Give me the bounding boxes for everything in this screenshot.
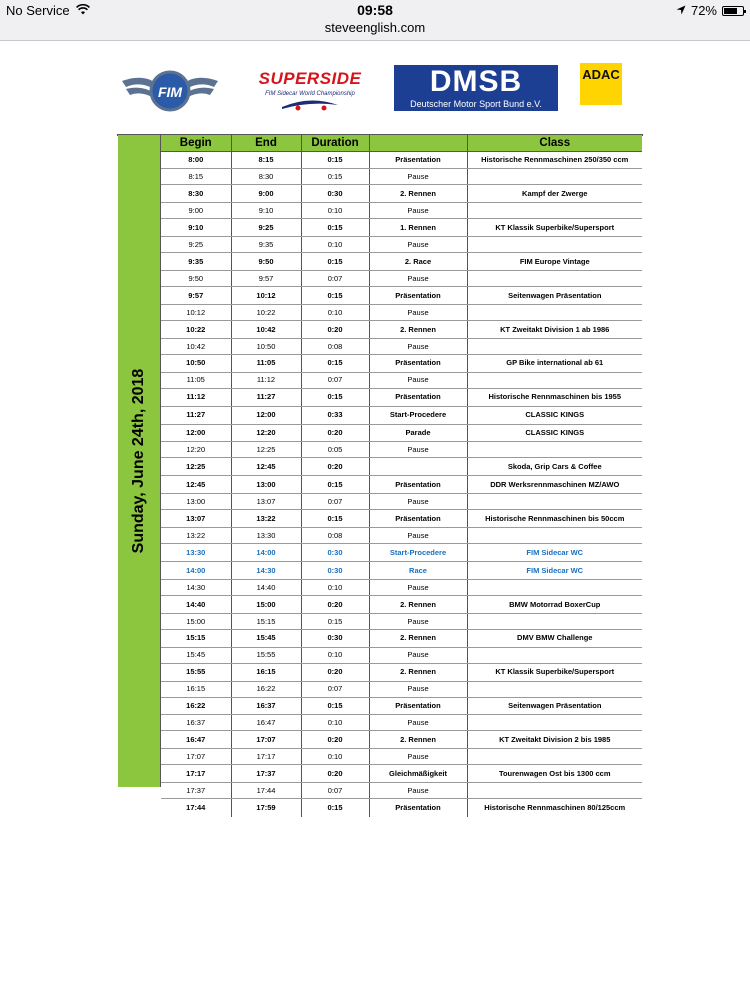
table-row [161, 203, 642, 219]
class-cell: KT Klassik Superbike/Supersport [467, 663, 642, 681]
day-label: Sunday, June 24th, 2018 [130, 368, 147, 554]
class-cell: KT Klassik Superbike/Supersport [467, 219, 642, 237]
class-cell: Historische Rennmaschinen 80/125ccm [484, 803, 626, 813]
begin-cell: 10:22 [161, 320, 231, 338]
class-cell [467, 715, 642, 731]
class-cell [467, 169, 642, 185]
begin-cell: 8:00 [161, 151, 231, 169]
begin-cell: 8:30 [161, 185, 231, 203]
duration-cell: 0:20 [301, 320, 369, 338]
begin-cell: 13:00 [161, 494, 231, 510]
begin-cell: 14:30 [161, 579, 231, 595]
schedule-table [161, 135, 642, 817]
session-cell: Pause [369, 749, 467, 765]
superside-logo-text: SUPERSIDE [258, 69, 362, 88]
table-row [161, 354, 642, 372]
dmsb-logo-subtitle: Deutscher Motor Sport Bund e.V. [410, 99, 542, 109]
duration-cell: 0:30 [301, 185, 369, 203]
table-row [161, 528, 642, 544]
end-cell: 14:00 [231, 544, 301, 562]
class-cell [467, 647, 642, 663]
end-cell: 12:45 [231, 458, 301, 476]
adac-logo: ADAC [580, 63, 622, 105]
class-cell [467, 304, 642, 320]
session-cell: 2. Rennen [369, 320, 467, 338]
table-row [161, 151, 642, 169]
table-row [161, 629, 642, 647]
table-row [161, 458, 642, 476]
schedule-table-body [161, 151, 642, 817]
end-cell: 12:00 [231, 406, 301, 424]
day-sidebar [118, 135, 161, 787]
duration-cell: 0:20 [301, 731, 369, 749]
carrier-label: No Service [6, 3, 70, 18]
table-row [161, 320, 642, 338]
end-cell: 17:44 [231, 783, 301, 799]
session-cell: Gleichmäßigkeit [369, 765, 467, 783]
table-row [161, 169, 642, 185]
end-cell: 9:25 [231, 219, 301, 237]
begin-cell: 16:15 [161, 681, 231, 697]
session-cell: Präsentation [369, 476, 467, 494]
class-cell: CLASSIC KINGS [467, 406, 642, 424]
class-cell: Seitenwagen Präsentation [467, 697, 642, 715]
class-cell [467, 783, 642, 799]
end-cell: 16:37 [231, 697, 301, 715]
end-cell: 15:15 [231, 613, 301, 629]
table-row [161, 799, 642, 817]
table-row [161, 338, 642, 354]
begin-cell: 13:22 [161, 528, 231, 544]
duration-cell: 0:15 [301, 287, 369, 305]
class-cell [467, 203, 642, 219]
begin-cell: 9:00 [161, 203, 231, 219]
session-cell: 2. Race [369, 253, 467, 271]
table-row [161, 595, 642, 613]
end-cell: 9:57 [231, 271, 301, 287]
session-cell: Pause [369, 169, 467, 185]
end-cell: 16:22 [231, 681, 301, 697]
sponsor-logos [0, 61, 750, 121]
begin-cell: 12:20 [161, 442, 231, 458]
class-cell: KT Zweitakt Division 2 bis 1985 [467, 731, 642, 749]
class-cell: GP Bike international ab 61 [467, 354, 642, 372]
end-cell: 10:42 [231, 320, 301, 338]
dmsb-logo [394, 65, 558, 111]
session-cell: 2. Rennen [369, 629, 467, 647]
duration-cell: 0:15 [301, 697, 369, 715]
table-row [161, 304, 642, 320]
column-header-duration: Duration [301, 135, 369, 151]
begin-cell: 9:50 [161, 271, 231, 287]
end-cell: 9:50 [231, 253, 301, 271]
duration-cell: 0:10 [301, 749, 369, 765]
end-cell: 15:45 [231, 629, 301, 647]
table-row [161, 442, 642, 458]
session-cell: Präsentation [369, 354, 467, 372]
session-cell: Präsentation [369, 799, 467, 817]
class-cell: CLASSIC KINGS [467, 424, 642, 442]
session-cell: Start-Procedere [369, 406, 467, 424]
begin-cell: 17:37 [161, 783, 231, 799]
table-row [161, 406, 642, 424]
begin-cell: 10:12 [161, 304, 231, 320]
session-cell: Präsentation [369, 287, 467, 305]
dmsb-logo-text: DMSB [429, 65, 523, 98]
class-cell: KT Zweitakt Division 1 ab 1986 [467, 320, 642, 338]
duration-cell: 0:08 [301, 528, 369, 544]
class-cell: Skoda, Grip Cars & Coffee [467, 458, 642, 476]
duration-cell: 0:07 [301, 681, 369, 697]
session-cell: Pause [369, 613, 467, 629]
duration-cell: 0:15 [301, 388, 369, 406]
class-cell [467, 613, 642, 629]
table-row [161, 544, 642, 562]
begin-cell: 15:15 [161, 629, 231, 647]
end-cell: 13:07 [231, 494, 301, 510]
end-cell: 11:05 [231, 354, 301, 372]
class-cell: FIM Sidecar WC [467, 562, 642, 580]
battery-percentage: 72% [690, 3, 717, 18]
superside-logo-subtitle: FIM Sidecar World Championship [265, 91, 355, 97]
table-row [161, 697, 642, 715]
begin-cell: 16:37 [161, 715, 231, 731]
class-cell: Tourenwagen Ost bis 1300 ccm [467, 765, 642, 783]
end-cell: 8:30 [231, 169, 301, 185]
end-cell: 17:07 [231, 731, 301, 749]
session-cell: Pause [369, 783, 467, 799]
duration-cell: 0:10 [301, 203, 369, 219]
session-cell: Pause [369, 681, 467, 697]
session-cell: Präsentation [369, 510, 467, 528]
table-row [161, 287, 642, 305]
class-cell [467, 442, 642, 458]
status-bar [0, 0, 750, 20]
begin-cell: 10:42 [161, 338, 231, 354]
class-cell: Kampf der Zwerge [467, 185, 642, 203]
begin-cell: 16:47 [161, 731, 231, 749]
duration-cell: 0:15 [301, 253, 369, 271]
class-cell: Historische Rennmaschinen bis 1955 [467, 388, 642, 406]
end-cell: 17:59 [231, 799, 301, 817]
duration-cell: 0:05 [301, 442, 369, 458]
end-cell: 15:55 [231, 647, 301, 663]
duration-cell: 0:07 [301, 372, 369, 388]
table-row [161, 783, 642, 799]
begin-cell: 12:45 [161, 476, 231, 494]
end-cell: 17:37 [231, 765, 301, 783]
begin-cell: 11:05 [161, 372, 231, 388]
fim-logo-text: FIM [157, 84, 183, 100]
class-cell [467, 579, 642, 595]
duration-cell: 0:20 [301, 663, 369, 681]
end-cell: 13:00 [231, 476, 301, 494]
class-cell: FIM Sidecar WC [467, 544, 642, 562]
page-content [0, 40, 750, 1000]
session-cell: 2. Rennen [369, 595, 467, 613]
class-cell: FIM Europe Vintage [467, 253, 642, 271]
end-cell: 9:00 [231, 185, 301, 203]
begin-cell: 17:07 [161, 749, 231, 765]
table-header-row [161, 135, 642, 151]
duration-cell: 0:10 [301, 647, 369, 663]
table-row [161, 271, 642, 287]
battery-icon [722, 6, 744, 16]
column-header-session [369, 135, 467, 151]
duration-cell: 0:10 [301, 715, 369, 731]
session-cell: Präsentation [369, 388, 467, 406]
class-cell [467, 494, 642, 510]
duration-cell: 0:20 [301, 595, 369, 613]
duration-cell: 0:20 [301, 424, 369, 442]
session-cell: Pause [369, 271, 467, 287]
table-row [161, 749, 642, 765]
begin-cell: 15:55 [161, 663, 231, 681]
table-row [161, 372, 642, 388]
end-cell: 11:27 [231, 388, 301, 406]
class-cell [467, 372, 642, 388]
begin-cell: 15:45 [161, 647, 231, 663]
column-header-end: End [231, 135, 301, 151]
battery-fill [724, 8, 737, 14]
end-cell: 8:15 [231, 151, 301, 169]
end-cell: 10:22 [231, 304, 301, 320]
duration-cell: 0:10 [301, 304, 369, 320]
column-header-begin: Begin [161, 135, 231, 151]
class-cell: BMW Motorrad BoxerCup [467, 595, 642, 613]
begin-cell: 17:17 [161, 765, 231, 783]
table-row [161, 562, 642, 580]
begin-cell: 9:25 [161, 237, 231, 253]
duration-cell: 0:15 [301, 151, 369, 169]
duration-cell: 0:30 [301, 629, 369, 647]
session-cell [369, 458, 467, 476]
end-cell: 10:12 [231, 287, 301, 305]
class-cell [467, 749, 642, 765]
duration-cell: 0:30 [301, 562, 369, 580]
end-cell: 16:15 [231, 663, 301, 681]
table-row [161, 185, 642, 203]
class-cell: DMV BMW Challenge [467, 629, 642, 647]
begin-cell: 8:15 [161, 169, 231, 185]
table-row [161, 388, 642, 406]
session-cell: Pause [369, 338, 467, 354]
table-row [161, 579, 642, 595]
duration-cell: 0:15 [301, 510, 369, 528]
end-cell: 17:17 [231, 749, 301, 765]
begin-cell: 9:57 [161, 287, 231, 305]
end-cell: 9:10 [231, 203, 301, 219]
session-cell: 1. Rennen [369, 219, 467, 237]
table-row [161, 253, 642, 271]
column-header-class: Class [467, 135, 642, 151]
class-cell [467, 237, 642, 253]
session-cell: Präsentation [369, 151, 467, 169]
class-cell [467, 681, 642, 697]
session-cell: Parade [369, 424, 467, 442]
begin-cell: 17:44 [161, 799, 231, 817]
duration-cell: 0:15 [301, 476, 369, 494]
begin-cell: 9:35 [161, 253, 231, 271]
duration-cell: 0:20 [301, 458, 369, 476]
session-cell: Präsentation [369, 697, 467, 715]
class-cell: DDR Werksrennmaschinen MZ/AWO [467, 476, 642, 494]
table-row [161, 237, 642, 253]
table-row [161, 510, 642, 528]
table-row [161, 219, 642, 237]
begin-cell: 15:00 [161, 613, 231, 629]
url-bar[interactable]: steveenglish.com [324, 20, 426, 35]
end-cell: 9:35 [231, 237, 301, 253]
begin-cell: 12:25 [161, 458, 231, 476]
race-schedule [117, 134, 643, 813]
end-cell: 16:47 [231, 715, 301, 731]
table-row [161, 613, 642, 629]
duration-cell: 0:15 [301, 219, 369, 237]
table-row [161, 476, 642, 494]
end-cell: 14:40 [231, 579, 301, 595]
begin-cell: 16:22 [161, 697, 231, 715]
begin-cell: 11:27 [161, 406, 231, 424]
session-cell: 2. Rennen [369, 731, 467, 749]
duration-cell: 0:15 [301, 354, 369, 372]
session-cell: Pause [369, 304, 467, 320]
session-cell: Pause [369, 647, 467, 663]
begin-cell: 14:40 [161, 595, 231, 613]
duration-cell: 0:08 [301, 338, 369, 354]
class-cell: Historische Rennmaschinen bis 50ccm [467, 510, 642, 528]
table-row [161, 647, 642, 663]
begin-cell: 13:30 [161, 544, 231, 562]
begin-cell: 11:12 [161, 388, 231, 406]
table-row [161, 663, 642, 681]
duration-cell: 0:30 [301, 544, 369, 562]
fim-logo [120, 67, 220, 117]
end-cell: 15:00 [231, 595, 301, 613]
begin-cell: 10:50 [161, 354, 231, 372]
class-cell [467, 338, 642, 354]
duration-cell: 0:07 [301, 494, 369, 510]
location-arrow-icon [676, 3, 686, 18]
begin-cell: 12:00 [161, 424, 231, 442]
duration-cell: 0:15 [301, 169, 369, 185]
begin-cell: 14:00 [161, 562, 231, 580]
session-cell: Pause [369, 203, 467, 219]
table-row [161, 681, 642, 697]
end-cell: 12:20 [231, 424, 301, 442]
superside-logo [244, 67, 376, 111]
duration-cell: 0:07 [301, 271, 369, 287]
duration-cell: 0:10 [301, 237, 369, 253]
session-cell: Pause [369, 715, 467, 731]
class-cell [467, 528, 642, 544]
duration-cell: 0:33 [301, 406, 369, 424]
table-row [161, 494, 642, 510]
end-cell: 14:30 [231, 562, 301, 580]
duration-cell: 0:07 [301, 783, 369, 799]
end-cell: 13:30 [231, 528, 301, 544]
class-cell: Seitenwagen Präsentation [467, 287, 642, 305]
session-cell: Start-Procedere [369, 544, 467, 562]
clock: 09:58 [357, 2, 393, 18]
session-cell: Pause [369, 579, 467, 595]
table-row [161, 765, 642, 783]
table-row [161, 731, 642, 749]
duration-cell: 0:20 [301, 765, 369, 783]
session-cell: Pause [369, 494, 467, 510]
session-cell: Pause [369, 528, 467, 544]
session-cell: 2. Rennen [369, 663, 467, 681]
table-row [161, 715, 642, 731]
end-cell: 13:22 [231, 510, 301, 528]
session-cell: 2. Rennen [369, 185, 467, 203]
end-cell: 11:12 [231, 372, 301, 388]
status-right [676, 3, 744, 18]
begin-cell: 13:07 [161, 510, 231, 528]
class-cell [467, 271, 642, 287]
end-cell: 12:25 [231, 442, 301, 458]
sidecar-swoosh-icon [280, 97, 340, 111]
session-cell: Race [369, 562, 467, 580]
duration-cell: 0:15 [301, 799, 369, 817]
duration-cell: 0:15 [301, 613, 369, 629]
end-cell: 10:50 [231, 338, 301, 354]
begin-cell: 9:10 [161, 219, 231, 237]
session-cell: Pause [369, 442, 467, 458]
session-cell: Pause [369, 372, 467, 388]
duration-cell: 0:10 [301, 579, 369, 595]
session-cell: Pause [369, 237, 467, 253]
table-row [161, 424, 642, 442]
class-cell: Historische Rennmaschinen 250/350 ccm [467, 151, 642, 169]
